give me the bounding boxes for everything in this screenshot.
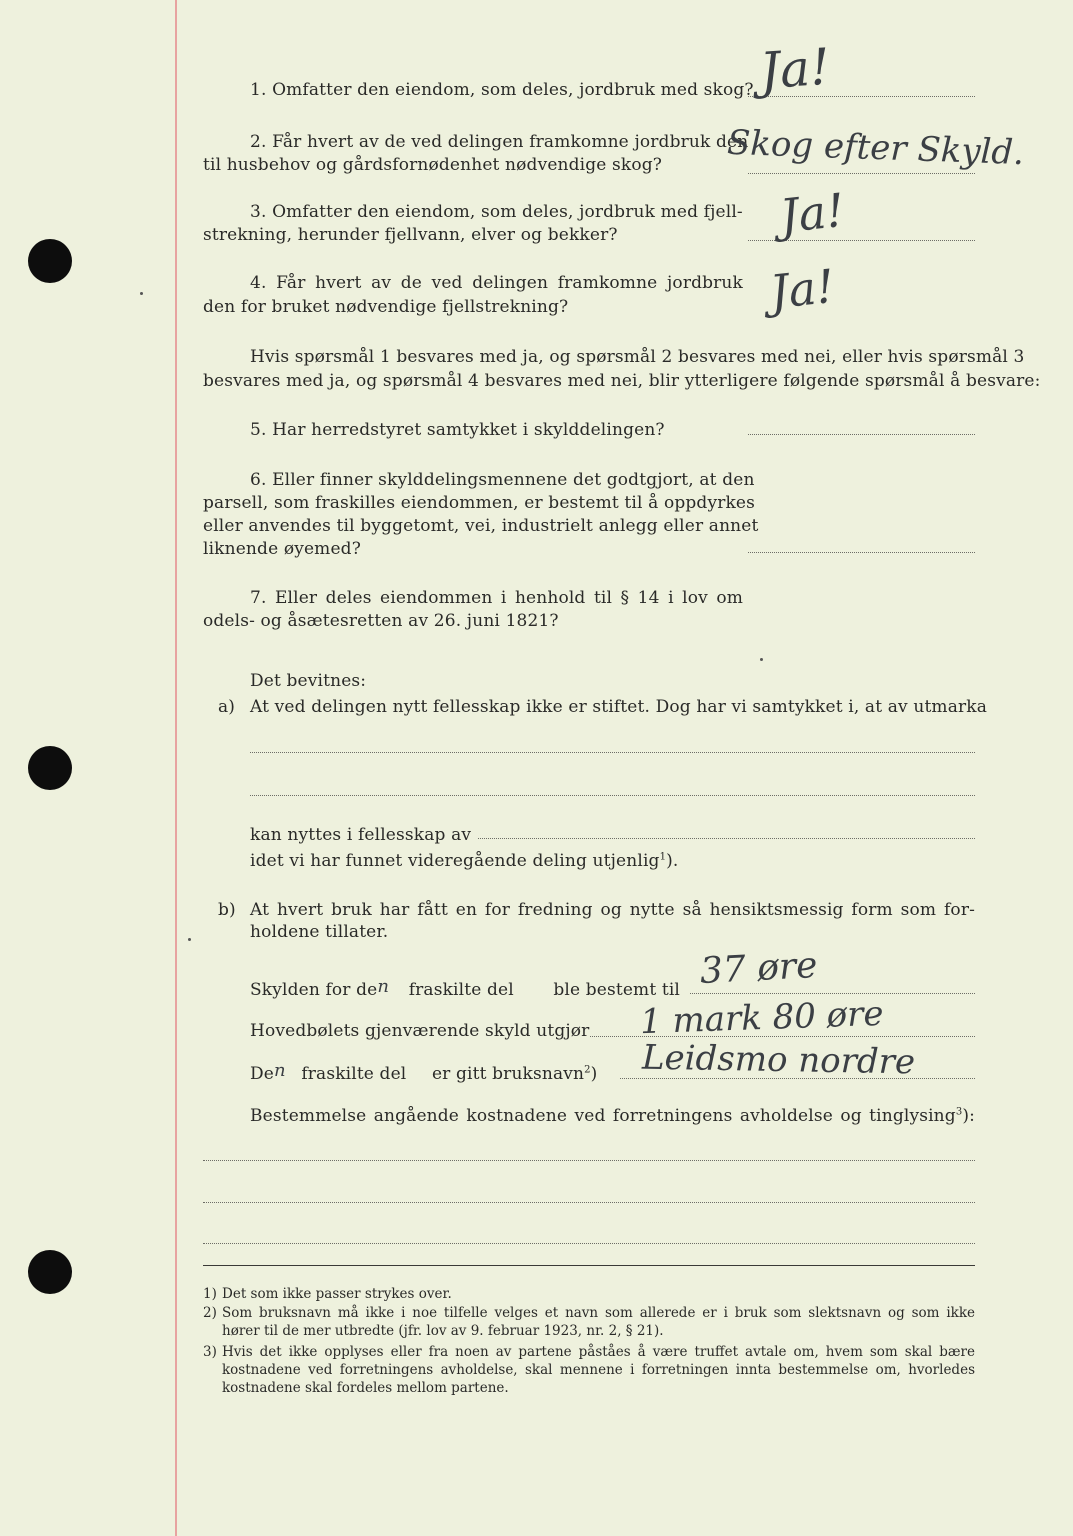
paper-speck: [140, 292, 143, 295]
item-b-line-1: At hvert bruk har fått en for fredning og nytte så hensiktsmessig form som for-: [250, 900, 975, 920]
remaining-skyld-handwritten: 1 mark 80 øre: [639, 993, 885, 1043]
item-b-label: b): [218, 900, 236, 920]
footnote-ref-1: 1: [659, 851, 667, 863]
question-6-line-1: 6. Eller finner skylddelingsmennene det godtgjort, at den: [250, 470, 755, 490]
question-7-line-2: odels- og åsætesretten av 26. juni 1821?: [203, 611, 559, 631]
item-b-line-2: holdene tillater.: [250, 922, 389, 942]
outfield-line-1: [250, 752, 975, 753]
item-a-label: a): [218, 697, 236, 717]
question-5: 5. Har herredstyret samtykket i skylddelingen?: [250, 420, 665, 440]
footnote-separator: [203, 1265, 975, 1266]
footnote-2-mark: 2): [203, 1305, 217, 1321]
shared-use-line: [478, 838, 975, 839]
answer-1-handwritten: Ja!: [758, 37, 832, 101]
costs-label: Bestemmelse angående kostnadene ved forretningens avholdelse og tinglysing$^3$):: [250, 1106, 975, 1126]
attest-heading: Det bevitnes:: [250, 671, 367, 691]
costs-line-3: [203, 1243, 975, 1244]
costs-line-2: [203, 1202, 975, 1203]
skyld-line: [690, 993, 975, 994]
question-3-line-1: 3. Omfatter den eiendom, som deles, jordbruk med fjell-: [250, 202, 743, 222]
question-2-line-1: 2. Får hvert av de ved delingen framkomne jordbruk den: [250, 132, 749, 152]
footnote-ref-2: 2: [584, 1064, 591, 1076]
footnote-2-line-1: Som bruksnavn må ikke i noe tilfelle velges et navn som allerede er i bruk som slektsnavn og som ikke: [222, 1305, 975, 1321]
paper-speck: [188, 938, 191, 941]
question-1: 1. Omfatter den eiendom, som deles, jordbruk med skog?: [250, 80, 754, 100]
answer-2-handwritten: Skog efter Skyld.: [726, 122, 1025, 174]
answer-4-handwritten: Ja!: [767, 258, 838, 320]
footnote-3-line-2: kostnadene ved forretningens avholdelse, skal mennene i forretningen innta bestemmelse om, hvorledes: [222, 1362, 975, 1378]
answer-line-6: [748, 552, 975, 553]
footnote-1: Det som ikke passer strykes over.: [222, 1286, 452, 1302]
answer-line-5: [748, 434, 975, 435]
skyld-value-handwritten: 37 øre: [699, 944, 819, 993]
question-7-line-1: 7. Eller deles eiendommen i henhold til § 14 i lov om: [250, 588, 743, 608]
answer-3-handwritten: Ja!: [777, 182, 848, 244]
footnote-3-line-3: kostnadene skal fordeles mellom partene.: [222, 1380, 509, 1396]
paper-speck: [760, 658, 763, 661]
punch-hole-top: [28, 239, 72, 283]
item-a-text: At ved delingen nytt fellesskap ikke er stiftet. Dog har vi samtykket i, at av utmarka: [250, 697, 987, 717]
shared-use-reason: idet vi har funnet videregående deling utjenlig$^1$).: [250, 851, 679, 871]
footnote-2-line-2: hører til de mer utbredte (jfr. lov av 9. februar 1923, nr. 2, § 21).: [222, 1323, 664, 1339]
question-4-line-2: den for bruket nødvendige fjellstrekning?: [203, 297, 569, 317]
footnote-3-mark: 3): [203, 1344, 217, 1360]
question-3-line-2: strekning, herunder fjellvann, elver og bekker?: [203, 225, 618, 245]
farm-name-label: Den fraskilte del er gitt bruksnavn$^2$): [250, 1060, 598, 1084]
question-6-line-4: liknende øyemed?: [203, 539, 361, 559]
question-6-line-2: parsell, som fraskilles eiendommen, er bestemt til å oppdyrkes: [203, 493, 756, 513]
red-margin-rule: [175, 0, 177, 1536]
punch-hole-bottom: [28, 1250, 72, 1294]
skyld-label: Skylden for den fraskilte del ble bestemt til: [250, 976, 681, 1000]
footnote-ref-3: 3: [955, 1106, 963, 1118]
outfield-line-2: [250, 795, 975, 796]
question-4-line-1: 4. Får hvert av de ved delingen framkomne jordbruk: [250, 273, 743, 293]
answer-line-2: [748, 173, 975, 174]
footnote-3-line-1: Hvis det ikke opplyses eller fra noen av partene påståes å være truffet avtale om, hvem som skal bære: [222, 1344, 975, 1360]
condition-line-1: Hvis spørsmål 1 besvares med ja, og spørsmål 2 besvares med nei, eller hvis spørsmål 3: [250, 347, 1025, 367]
punch-hole-middle: [28, 746, 72, 790]
remaining-skyld-label: Hovedbølets gjenværende skyld utgjør: [250, 1021, 590, 1041]
question-2-line-2: til husbehov og gårdsfornødenhet nødvendige skog?: [203, 155, 663, 175]
shared-use-label: kan nyttes i fellesskap av: [250, 825, 472, 845]
costs-line-1: [203, 1160, 975, 1161]
farm-name-handwritten: Leidsmo nordre: [641, 1037, 916, 1083]
footnote-1-mark: 1): [203, 1286, 217, 1302]
question-6-line-3: eller anvendes til byggetomt, vei, industrielt anlegg eller annet: [203, 516, 759, 536]
condition-line-2: besvares med ja, og spørsmål 4 besvares med nei, blir ytterligere følgende spørsmål å besvare:: [203, 371, 1041, 391]
